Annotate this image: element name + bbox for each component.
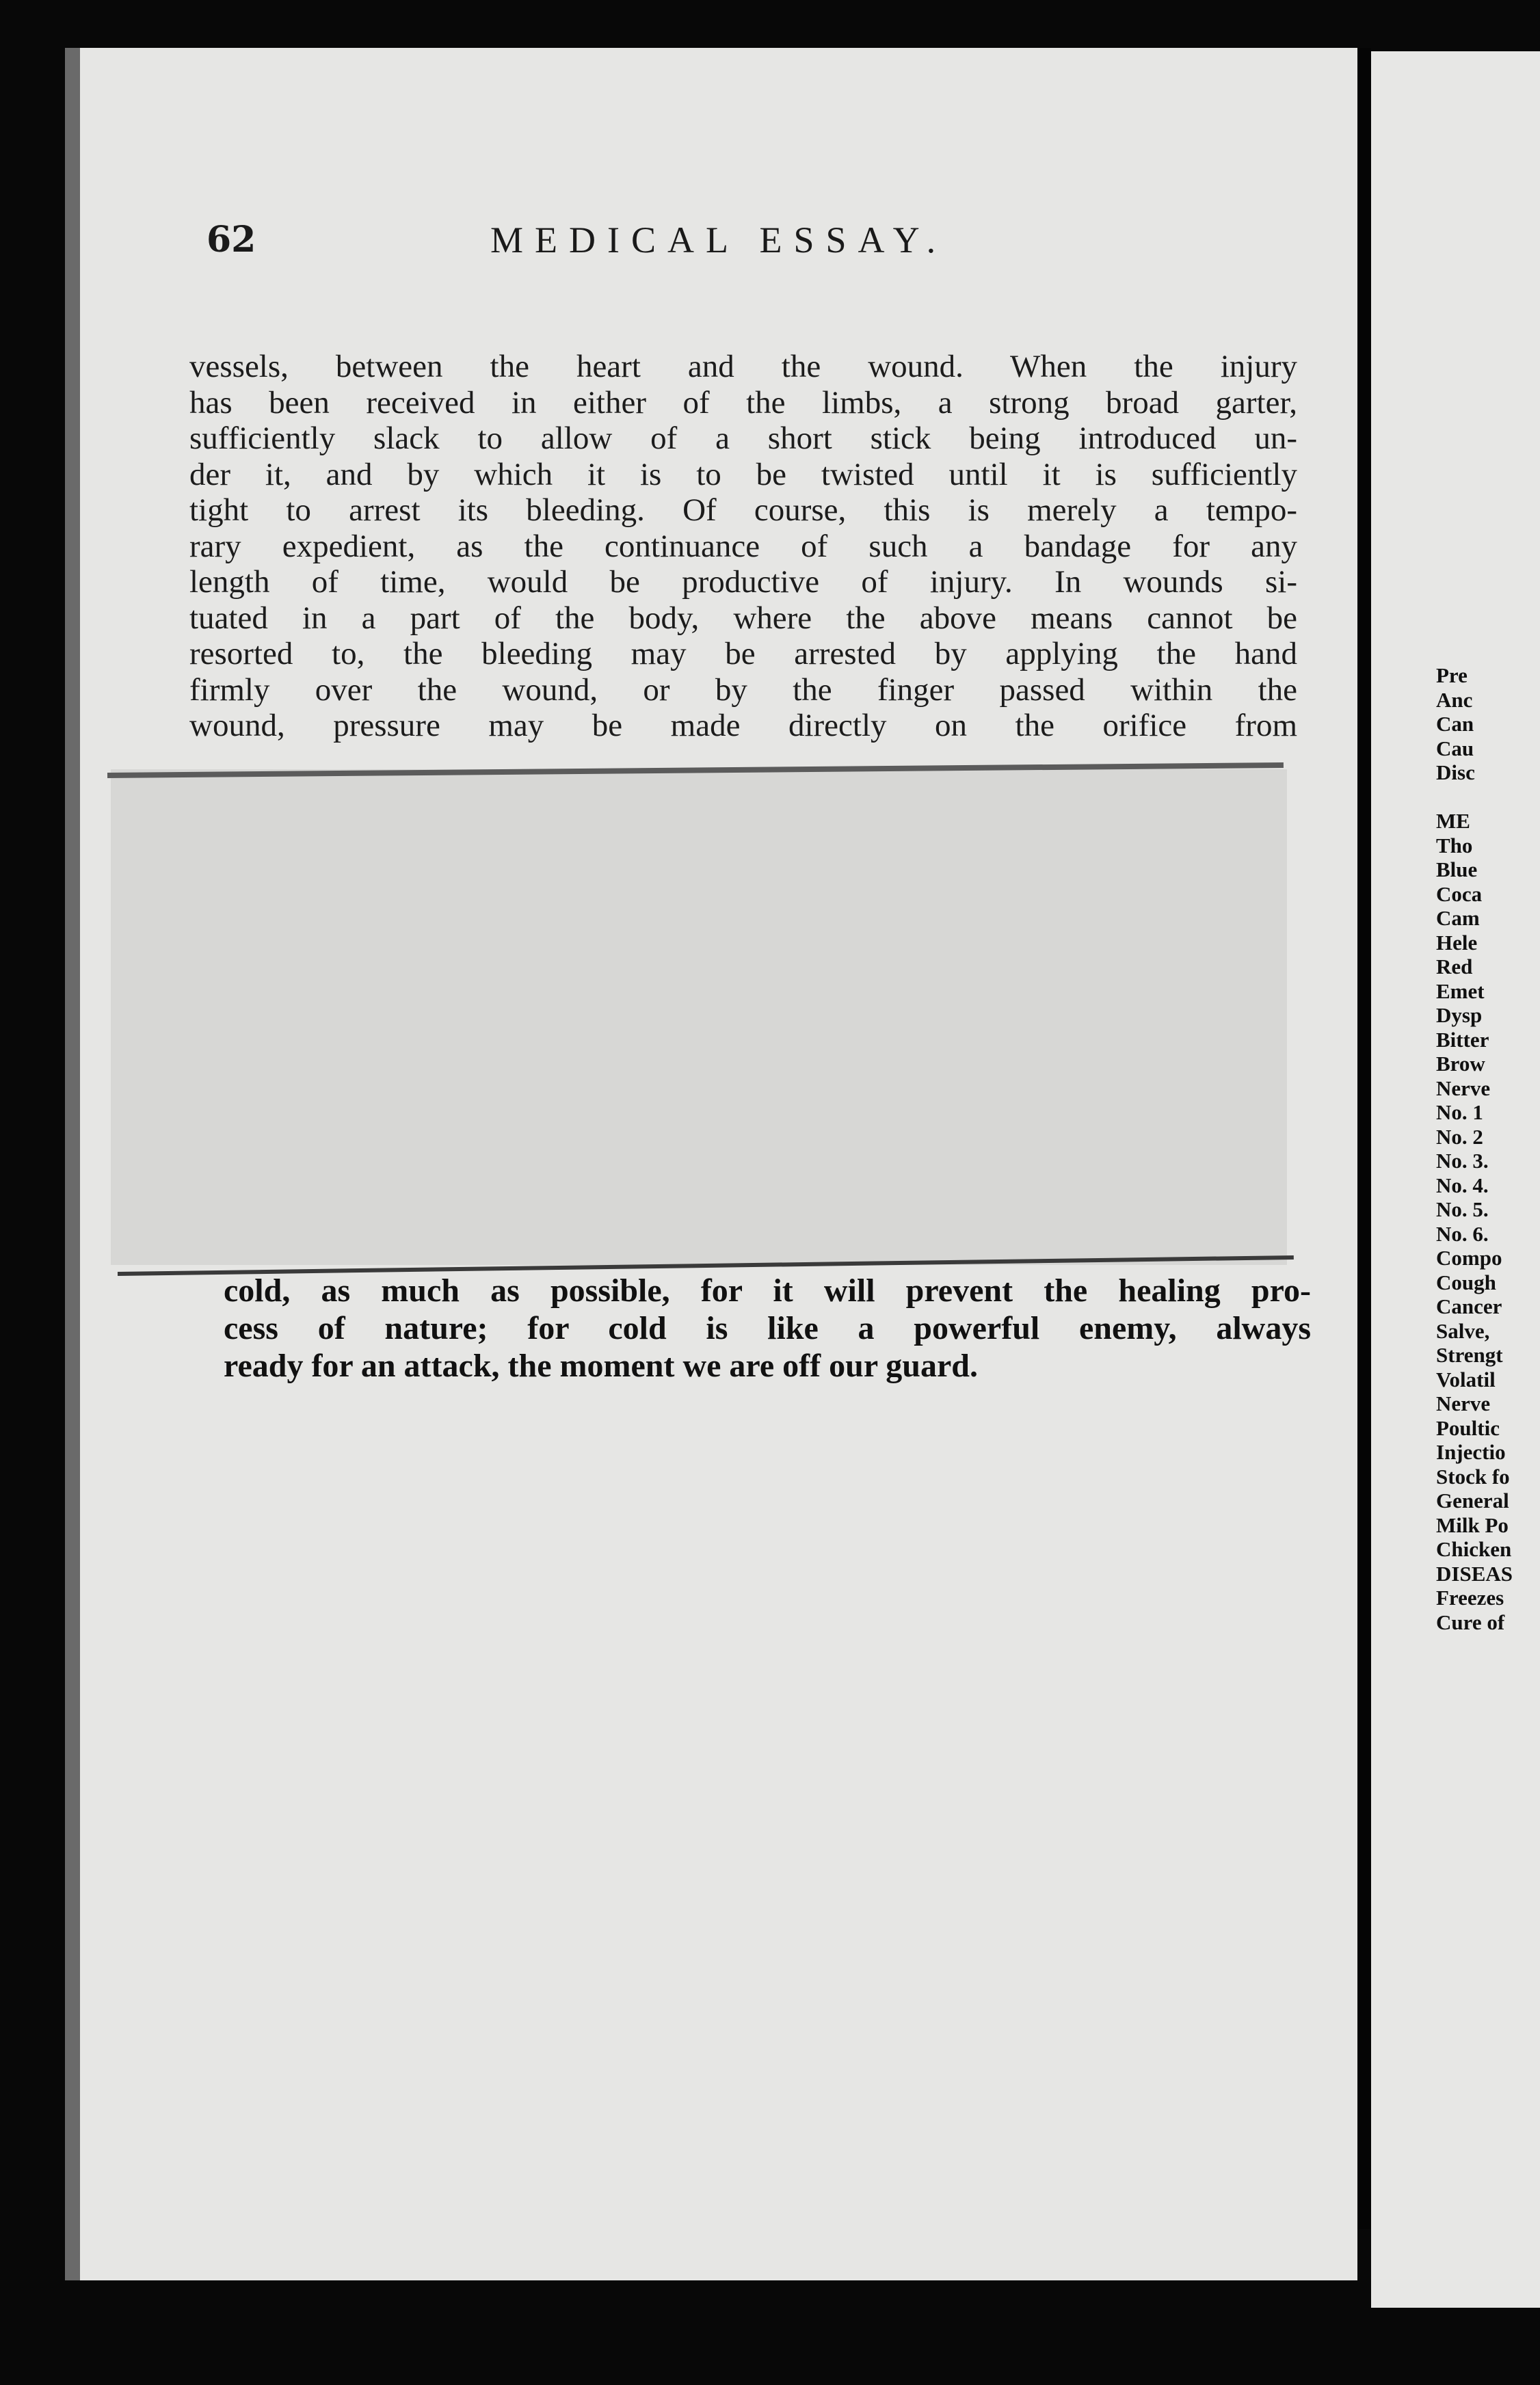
paragraph-lower <box>224 1272 1311 1385</box>
index-entry: No. 6. <box>1436 1221 1489 1246</box>
index-entry <box>1436 785 1513 810</box>
running-head: MEDICAL ESSAY. <box>490 219 948 261</box>
index-entry: Cau <box>1436 736 1474 760</box>
index-entry: No. 1 <box>1436 1100 1483 1124</box>
text-line: firmly over the wound, or by the finger passed within the <box>189 671 1297 708</box>
index-entry: Coca <box>1436 881 1483 906</box>
left-page <box>65 48 1357 2280</box>
index-entry: Tho <box>1436 833 1473 857</box>
text-line: tight to arrest its bleeding. Of course, this is merely a tempo- <box>189 492 1297 528</box>
overlapping-paper-fold <box>111 769 1287 1265</box>
index-entry: Anc <box>1436 687 1473 712</box>
index-entry: Volatil <box>1436 1367 1496 1391</box>
index-entry: Stock fo <box>1436 1464 1510 1489</box>
text-line: has been received in either of the limbs, a strong broad garter, <box>189 384 1297 421</box>
index-entry: Cough <box>1436 1270 1496 1294</box>
text-line: rary expedient, as the continuance of such a bandage for any <box>189 528 1297 564</box>
index-entry: DISEAS <box>1436 1561 1513 1586</box>
index-entry: Injectio <box>1436 1440 1506 1464</box>
index-entry: Nerve <box>1436 1076 1491 1100</box>
index-entry: Can <box>1436 712 1474 736</box>
index-entry: Pre <box>1436 663 1468 687</box>
text-line: cess of nature; for cold is like a powerful enemy, always <box>224 1310 1311 1346</box>
index-entry: Red <box>1436 955 1473 978</box>
index-entry: Emet <box>1436 978 1485 1003</box>
index-entry: No. 5. <box>1436 1197 1489 1221</box>
index-entry: Brow <box>1436 1052 1485 1076</box>
index-entry: No. 2 <box>1436 1124 1483 1149</box>
index-entry: Freezes <box>1436 1586 1504 1610</box>
index-entry: Hele <box>1436 930 1478 955</box>
text-line: cold, as much as possible, for it will prevent the healing pro- <box>224 1273 1311 1309</box>
index-entry: Bitter <box>1436 1027 1489 1052</box>
book-gutter <box>1357 48 1371 2229</box>
text-line: vessels, between the heart and the wound. When the injury <box>189 349 1297 384</box>
text-line: ready for an attack, the moment we are off our guard. <box>224 1348 978 1384</box>
right-page-index-list <box>1436 663 1513 1634</box>
text-line: wound, pressure may be made directly on the orifice from <box>189 708 1297 743</box>
index-entry: Compo <box>1436 1246 1502 1270</box>
index-entry: Cancer <box>1436 1294 1502 1318</box>
index-entry: No. 4. <box>1436 1173 1489 1197</box>
index-entry: Blue <box>1436 857 1478 881</box>
index-entry: No. 3. <box>1436 1149 1489 1173</box>
index-entry: General <box>1436 1489 1509 1513</box>
index-entry: Disc <box>1436 760 1475 784</box>
page-number: 62 <box>207 219 256 261</box>
text-line: resorted to, the bleeding may be arrested by applying the hand <box>189 636 1297 671</box>
text-line: der it, and by which it is to be twisted until it is sufficiently <box>189 456 1297 492</box>
paragraph-upper <box>189 349 1297 744</box>
index-entry: Strengt <box>1436 1343 1503 1367</box>
index-entry: Cure of <box>1436 1610 1505 1634</box>
page-header <box>80 219 1357 287</box>
text-line: length of time, would be productive of injury. In wounds si- <box>189 564 1297 600</box>
index-entry: Nerve <box>1436 1391 1491 1415</box>
index-entry: Cam <box>1436 906 1480 930</box>
index-entry: Chicken <box>1436 1537 1512 1561</box>
index-entry: Salve, <box>1436 1318 1490 1343</box>
index-entry: Dysp <box>1436 1003 1483 1027</box>
text-line: sufficiently slack to allow of a short stick being introduced un- <box>189 421 1297 456</box>
index-entry: ME <box>1436 809 1470 833</box>
text-line: tuated in a part of the body, where the above means cannot be <box>189 600 1297 636</box>
index-entry: Milk Po <box>1436 1513 1509 1537</box>
index-entry: Poultic <box>1436 1415 1500 1440</box>
